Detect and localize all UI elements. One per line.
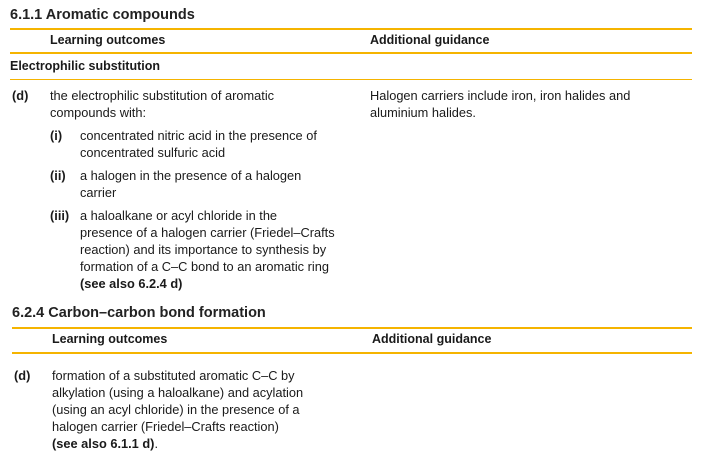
cross-reference-line <box>52 435 158 452</box>
sub-item-text-line: concentrated sulfuric acid <box>80 145 226 160</box>
header-bottom-rule <box>10 52 692 54</box>
item-label-d: (d) <box>12 88 29 103</box>
sub-item-text-line: formation of a C–C bond to an aromatic ring <box>80 259 329 274</box>
sub-item-text-line: carrier <box>80 185 117 200</box>
col-header-learning-outcomes: Learning outcomes <box>50 33 166 47</box>
sub-item-text-line: a halogen in the presence of a halogen <box>80 168 302 183</box>
header-top-rule <box>10 28 692 30</box>
cross-reference: (see also 6.1.1 d) <box>52 436 155 451</box>
item-text-line: (using an acyl chloride) in the presence of a <box>52 402 300 417</box>
cross-reference-period: . <box>154 436 158 451</box>
item-text-line: compounds with: <box>50 105 147 120</box>
subheading-rule <box>10 79 692 80</box>
col-header-additional-guidance: Additional guidance <box>372 332 492 346</box>
cross-reference: (see also 6.2.4 d) <box>80 276 183 291</box>
item-text-line: halogen carrier (Friedel–Crafts reaction) <box>52 419 279 434</box>
sub-item-text-line: presence of a halogen carrier (Friedel–Crafts <box>80 225 335 240</box>
sub-item-text-line: a haloalkane or acyl chloride in the <box>80 208 278 223</box>
header-top-rule <box>12 327 692 329</box>
sub-item-label-ii: (ii) <box>50 168 66 183</box>
header-bottom-rule <box>12 352 692 354</box>
item-text-line: the electrophilic substitution of aromatic <box>50 88 275 103</box>
item-label-d: (d) <box>14 368 31 383</box>
section-title-aromatic: 6.1.1 Aromatic compounds <box>10 7 195 23</box>
sub-item-text-line: concentrated nitric acid in the presence of <box>80 128 317 143</box>
guidance-text-line: aluminium halides. <box>370 105 476 120</box>
sub-item-text-line: reaction) and its importance to synthesis by <box>80 242 327 257</box>
sub-item-label-iii: (iii) <box>50 208 70 223</box>
col-header-additional-guidance: Additional guidance <box>370 33 490 47</box>
subheading-electrophilic-substitution: Electrophilic substitution <box>10 59 161 73</box>
item-text-line: formation of a substituted aromatic C–C by <box>52 368 295 383</box>
section-title-carbon-carbon: 6.2.4 Carbon–carbon bond formation <box>12 305 266 321</box>
guidance-text-line: Halogen carriers include iron, iron halides and <box>370 88 631 103</box>
item-text-line: alkylation (using a haloalkane) and acylation <box>52 385 304 400</box>
col-header-learning-outcomes: Learning outcomes <box>52 332 168 346</box>
sub-item-label-i: (i) <box>50 128 63 143</box>
